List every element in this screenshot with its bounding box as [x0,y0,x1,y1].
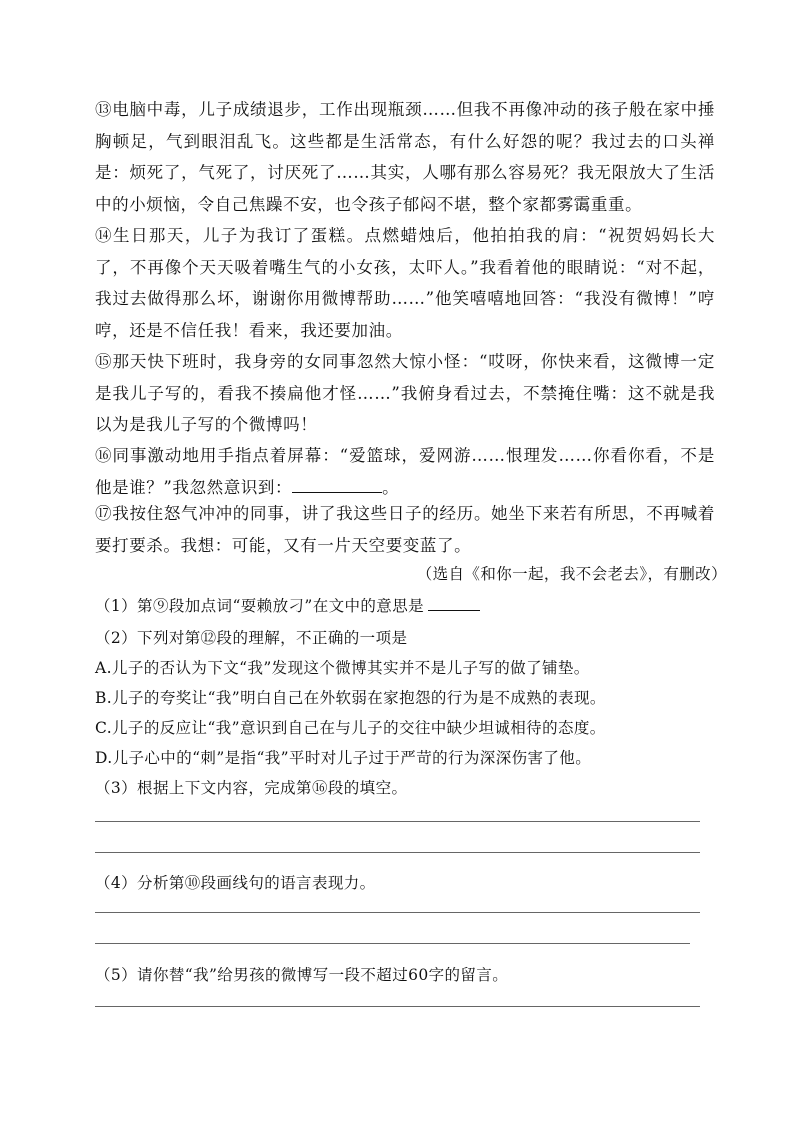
question-5: （5）请你替“我”给男孩的微博写一段不超过60字的留言。 [95,966,509,984]
question-1 [95,594,480,616]
answer-line-4a[interactable] [95,912,700,913]
option-b[interactable]: B.儿子的夸奖让“我”明白自己在外软弱在家抱怨的行为是不成熟的表现。 [95,689,606,707]
paragraph-16-text: ⑯同事激动地用手指点着屏幕：“爱篮球，爱网游……恨理发……你看你看，不是他是谁？”我忽然意识到： [95,446,715,497]
answer-line-3b[interactable] [95,852,700,853]
source-citation: （选自《和你一起，我不会老去》，有删改） [416,565,727,583]
answer-line-5[interactable] [95,1006,700,1007]
paragraph-16 [95,440,715,503]
answer-line-4b[interactable] [95,943,690,944]
paragraph-16-end: 。 [382,477,400,497]
question-3: （3）根据上下文内容，完成第⑯段的填空。 [95,779,408,797]
answer-line-3a[interactable] [95,821,700,822]
paragraph-14: ⑭生日那天，儿子为我订了蛋糕。点燃蜡烛后，他拍拍我的肩：“祝贺妈妈长大了，不再像个天天吸着嘴生气的小女孩，太吓人。”我看着他的眼睛说：“对不起，我过去做得那么坏，谢谢你用微博帮助……”他笑嘻嘻地回答：“我没有微博！”哼哼，还是不信任我！看来，我还要加油。 [95,226,715,340]
paragraph-15: ⑮那天快下班时，我身旁的女同事忽然大惊小怪：“哎呀，你快来看，这微博一定是我儿子写的，看我不揍扁他才怪……”我俯身看过去，不禁掩住嘴：这不就是我以为是我儿子写的个微博吗！ [95,352,715,434]
paragraph-13: ⑬电脑中毒，儿子成绩退步，工作出现瓶颈……但我不再像冲动的孩子般在家中捶胸顿足，气到眼泪乱飞。这些都是生活常态，有什么好怨的呢？我过去的口头禅是：烦死了，气死了，讨厌死了……其实，人哪有那么容易死？我无限放大了生活中的小烦恼，令自己焦躁不安，也令孩子郁闷不堪，整个家都雾霭重重。 [95,100,715,214]
option-c[interactable]: C.儿子的反应让“我”意识到自己在与儿子的交往中缺少坦诚相待的态度。 [95,719,606,737]
option-d[interactable]: D.儿子心中的“刺”是指“我”平时对儿子过于严苛的行为深深伤害了他。 [95,749,592,767]
question-1-blank[interactable] [428,594,480,611]
option-a[interactable]: A.儿子的否认为下文“我”发现这个微博其实并不是儿子写的做了铺垫。 [95,659,590,677]
question-4: （4）分析第⑩段画线句的语言表现力。 [95,874,376,892]
question-1-text: （1）第⑨段加点词“耍赖放刁”在文中的意思是 [95,597,425,615]
question-2: （2）下列对第⑫段的理解，不正确的一项是 [95,629,408,647]
paragraph-17: ⑰我按住怒气冲冲的同事，讲了我这些日子的经历。她坐下来若有所思，不再喊着要打要杀。我想：可能，又有一片天空要变蓝了。 [95,504,715,555]
fill-in-blank[interactable] [292,476,382,493]
